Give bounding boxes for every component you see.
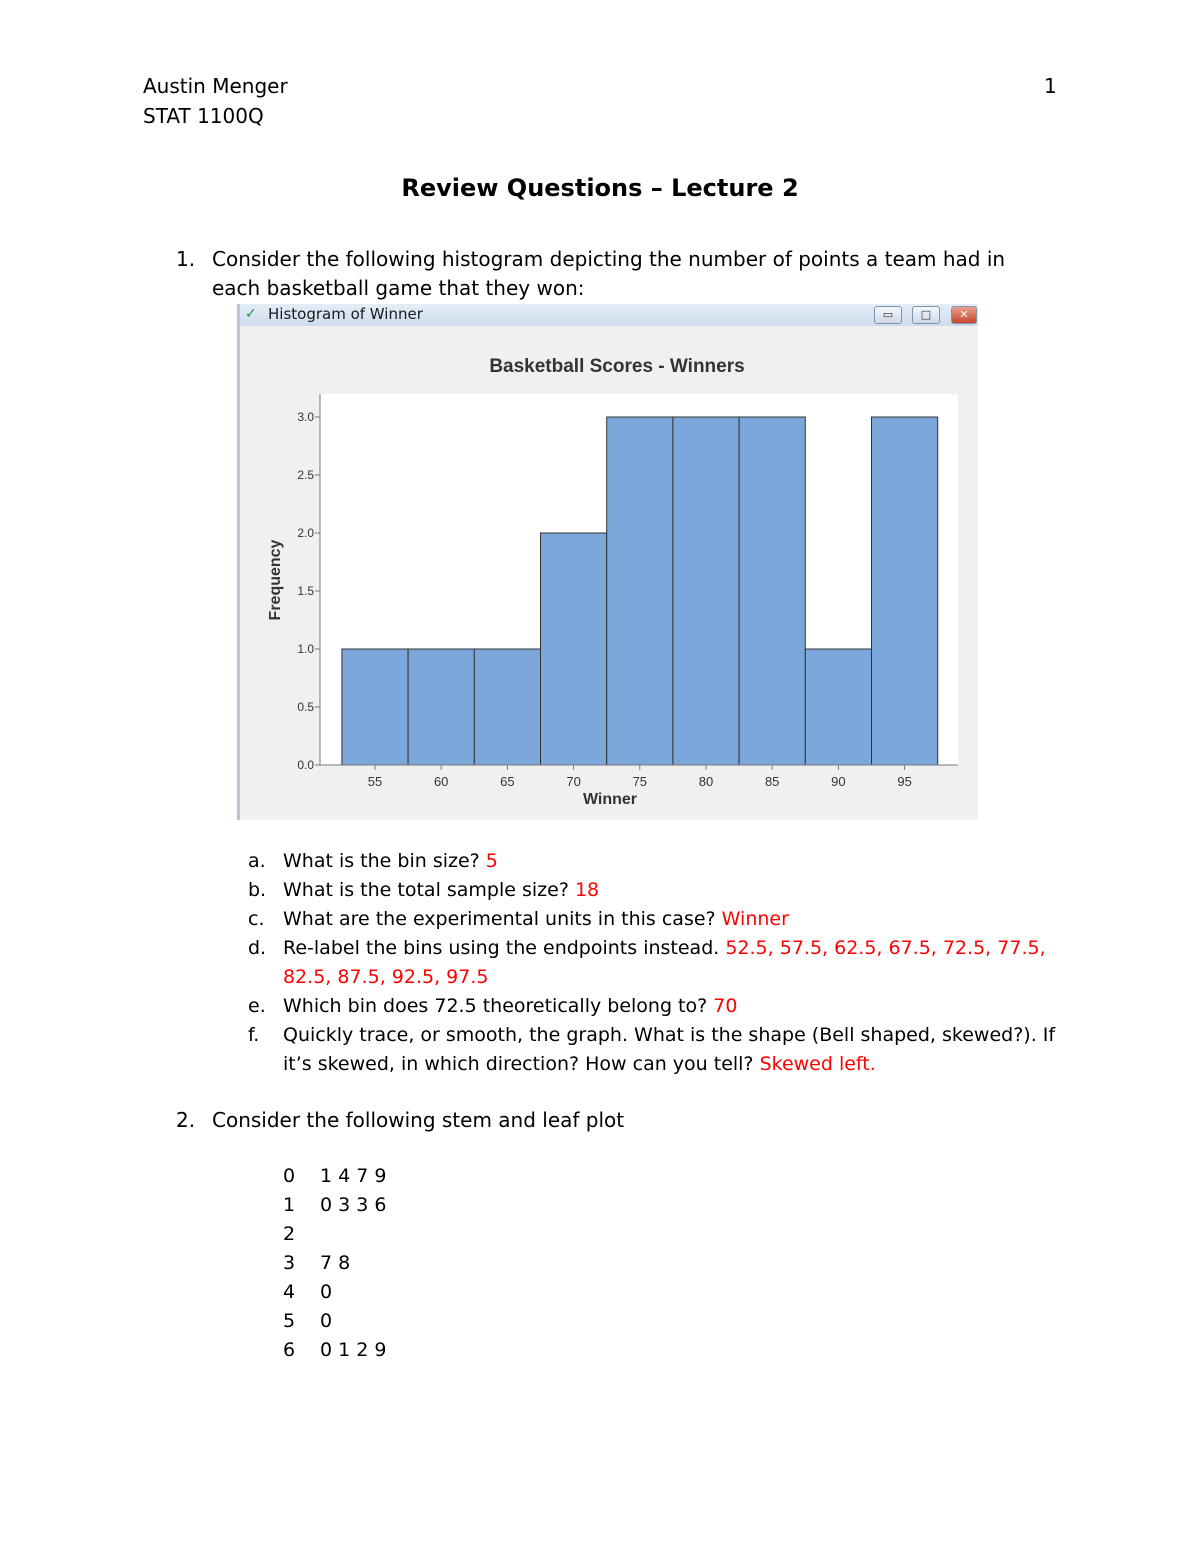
y-tick-label: 1.5: [297, 584, 314, 598]
histogram-bar: [673, 417, 739, 765]
x-tick-label: 60: [433, 774, 449, 789]
x-tick-label: 55: [367, 774, 383, 789]
sub-question-text: Re-label the bins using the endpoints instead.: [283, 937, 726, 959]
sub-question-text: What is the bin size?: [283, 850, 486, 872]
sub-question-letter: a.: [248, 850, 266, 872]
sub-question-body: [283, 876, 1058, 905]
question-2: [176, 1106, 1052, 1135]
sub-question-body: [283, 934, 1058, 992]
answer-text: 52.5, 57.5, 62.5, 67.5, 72.5, 77.5, 82.5, 87.5, 92.5, 97.5: [283, 937, 1046, 988]
answer-text: Winner: [721, 908, 789, 930]
histogram-bar: [541, 533, 607, 765]
stem-value: 3: [283, 1252, 296, 1274]
sub-question-letter: f.: [248, 1024, 260, 1046]
y-tick-label: 3.0: [297, 410, 314, 424]
leaf-values: 1 4 7 9: [320, 1165, 387, 1187]
course-code: STAT 1100Q: [143, 104, 264, 128]
stem-value: 5: [283, 1310, 296, 1332]
histogram-chart: [240, 326, 978, 820]
histogram-bar: [408, 649, 474, 765]
app-check-icon: ✓: [245, 306, 257, 322]
sub-question-text: Quickly trace, or smooth, the graph. What is the shape (Bell shaped, skewed?). If it’s skewed, in which direction? How can you tell?: [283, 1024, 1056, 1075]
sub-question-letter: b.: [248, 879, 267, 901]
sub-question: [248, 1021, 1058, 1079]
stem-value: 0: [283, 1165, 296, 1187]
histogram-bar: [607, 417, 673, 765]
window-titlebar[interactable]: [240, 304, 978, 326]
sub-question-text: Which bin does 72.5 theoretically belong to?: [283, 995, 714, 1017]
stem-value: 6: [283, 1339, 296, 1361]
histogram-bar: [739, 417, 805, 765]
question-text: Consider the following histogram depicting the number of points a team had in each basketball game that they won:: [212, 247, 1006, 300]
leaf-values: 0 3 3 6: [320, 1194, 387, 1216]
sub-question-body: [283, 905, 1058, 934]
y-tick-label: 0.0: [297, 758, 314, 772]
x-tick-label: 85: [764, 774, 780, 789]
sub-question-body: [283, 992, 1058, 1021]
sub-question: [248, 905, 1058, 934]
x-tick-label: 80: [698, 774, 714, 789]
stem-value: 2: [283, 1223, 296, 1245]
stem-value: 4: [283, 1281, 296, 1303]
sub-question: [248, 992, 1058, 1021]
page-title: Review Questions – Lecture 2: [401, 174, 799, 202]
question-text: Consider the following stem and leaf plot: [212, 1108, 625, 1132]
sub-question-text: What is the total sample size?: [283, 879, 575, 901]
histogram-window: [237, 304, 978, 820]
sub-question: [248, 847, 1058, 876]
y-tick-label: 1.0: [297, 642, 314, 656]
answer-text: 5: [485, 850, 498, 872]
answer-text: Skewed left.: [759, 1053, 876, 1075]
chart-title: Basketball Scores - Winners: [489, 356, 745, 377]
x-tick-label: 90: [831, 774, 846, 789]
leaf-values: 0 1 2 9: [320, 1339, 387, 1361]
answer-text: 18: [574, 879, 600, 901]
x-tick-label: 95: [897, 774, 912, 789]
sub-question-letter: d.: [248, 937, 267, 959]
histogram-bar: [872, 417, 938, 765]
close-button[interactable]: ✕: [951, 306, 977, 324]
answer-text: 70: [713, 995, 738, 1017]
y-tick-label: 0.5: [297, 700, 314, 714]
sub-question: [248, 934, 1058, 992]
leaf-values: 0: [320, 1310, 333, 1332]
question-number: 2.: [176, 1108, 196, 1132]
maximize-button[interactable]: □: [912, 306, 940, 324]
sub-question-letter: c.: [248, 908, 265, 930]
histogram-bar: [474, 649, 540, 765]
histogram-bar: [342, 649, 408, 765]
page-number: 1: [1044, 74, 1057, 98]
y-tick-label: 2.5: [297, 468, 314, 482]
y-tick-label: 2.0: [297, 526, 314, 540]
leaf-values: 0: [320, 1281, 333, 1303]
leaf-values: 7 8: [320, 1252, 351, 1274]
sub-question-text: What are the experimental units in this case?: [283, 908, 722, 930]
histogram-bar: [805, 649, 871, 765]
sub-question-letter: e.: [248, 995, 266, 1017]
y-axis-label: Frequency: [267, 539, 284, 621]
x-tick-label: 65: [500, 774, 515, 789]
sub-question: [248, 876, 1058, 905]
sub-question-body: [283, 847, 1058, 876]
stem-value: 1: [283, 1194, 296, 1216]
author-name: Austin Menger: [143, 74, 288, 98]
window-title: Histogram of Winner: [268, 305, 423, 323]
sub-question-body: [283, 1021, 1058, 1079]
x-axis-label: Winner: [582, 791, 638, 808]
x-tick-label: 70: [566, 774, 581, 789]
question-1: [176, 245, 1052, 303]
x-tick-label: 75: [632, 774, 648, 789]
minimize-button[interactable]: ▭: [874, 306, 902, 324]
question-number: 1.: [176, 247, 196, 271]
